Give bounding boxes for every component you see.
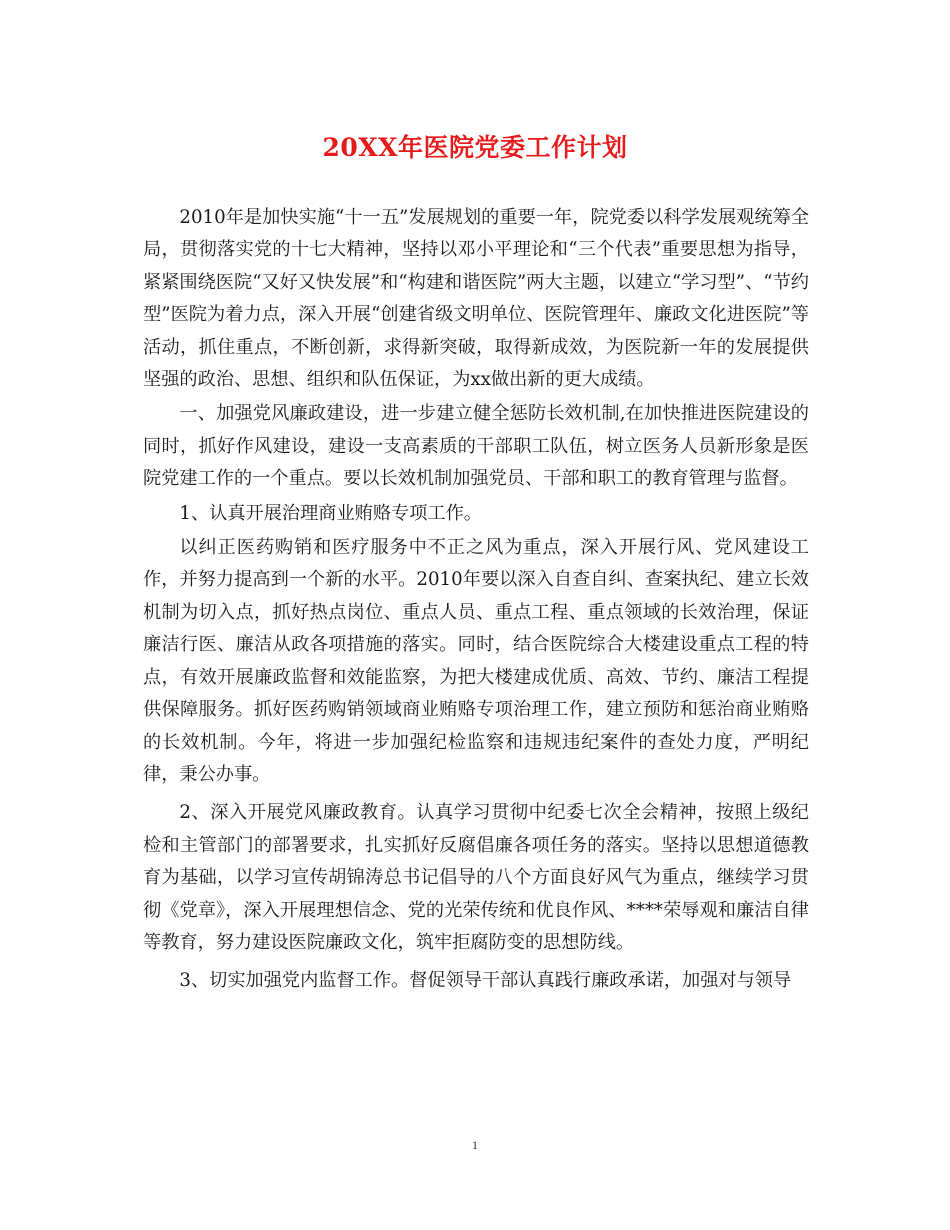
- paragraph-section-one: 一、加强党风廉政建设，进一步建立健全惩防长效机制,在加快推进医院建设的同时，抓好作风建设，建设一支高素质的干部职工队伍，树立医务人员新形象是医院党建工作的一个重点。要以长效机制加强党员、干部和职工的教育管理与监督。: [143, 403, 809, 490]
- paragraph-item-one-heading: 1、认真开展治理商业贿赂专项工作。: [179, 502, 482, 524]
- paragraph-intro: 2010年是加快实施“十一五”发展规划的重要一年，院党委以科学发展观统筹全局，贯彻落实党的十七大精神，坚持以邓小平理论和“三个代表”重要思想为指导，紧紧围绕医院“又好又快发展”和“构建和谐医院”两大主题，以建立“学习型”、“节约型”医院为着力点，深入开展“创建省级文明单位、医院管理年、廉政文化进医院”等活动，抓住重点，不断创新，求得新突破，取得新成效，为医院新一年的发展提供坚强的政治、思想、组织和队伍保证，为xx做出新的更大成绩。: [143, 207, 809, 391]
- paragraph-item-three: 3、切实加强党内监督工作。督促领导干部认真践行廉政承诺，加强对与领导: [179, 970, 792, 992]
- page-number: 1: [472, 1138, 478, 1152]
- document-title: 20XX年医院党委工作计划: [322, 133, 628, 162]
- document-body: [143, 202, 809, 1000]
- paragraph-item-two: 2、深入开展党风廉政教育。认真学习贯彻中纪委七次全会精神，按照上级纪检和主管部门的部署要求，扎实抓好反腐倡廉各项任务的落实。坚持以思想道德教育为基础，以学习宣传胡锦涛总书记倡导的八个方面良好风气为重点，继续学习贯彻《党章》，深入开展理想信念、党的光荣传统和优良作风、****荣辱观和廉洁自律等教育，努力建设医院廉政文化，筑牢拒腐防变的思想防线。: [143, 802, 809, 953]
- paragraph-item-one-body: 以纠正医药购销和医疗服务中不正之风为重点，深入开展行风、党风建设工作，并努力提高到一个新的水平。2010年要以深入自查自纠、查案执纪、建立长效机制为切入点，抓好热点岗位、重点人员、重点工程、重点领域的长效治理，保证廉洁行医、廉洁从政各项措施的落实。同时，结合医院综合大楼建设重点工程的特点，有效开展廉政监督和效能监察，为把大楼建成优质、高效、节约、廉洁工程提供保障服务。抓好医药购销领域商业贿赂专项治理工作，建立预防和惩治商业贿赂的长效机制。今年，将进一步加强纪检监察和违规违纪案件的查处力度，严明纪律，秉公办事。: [143, 537, 809, 785]
